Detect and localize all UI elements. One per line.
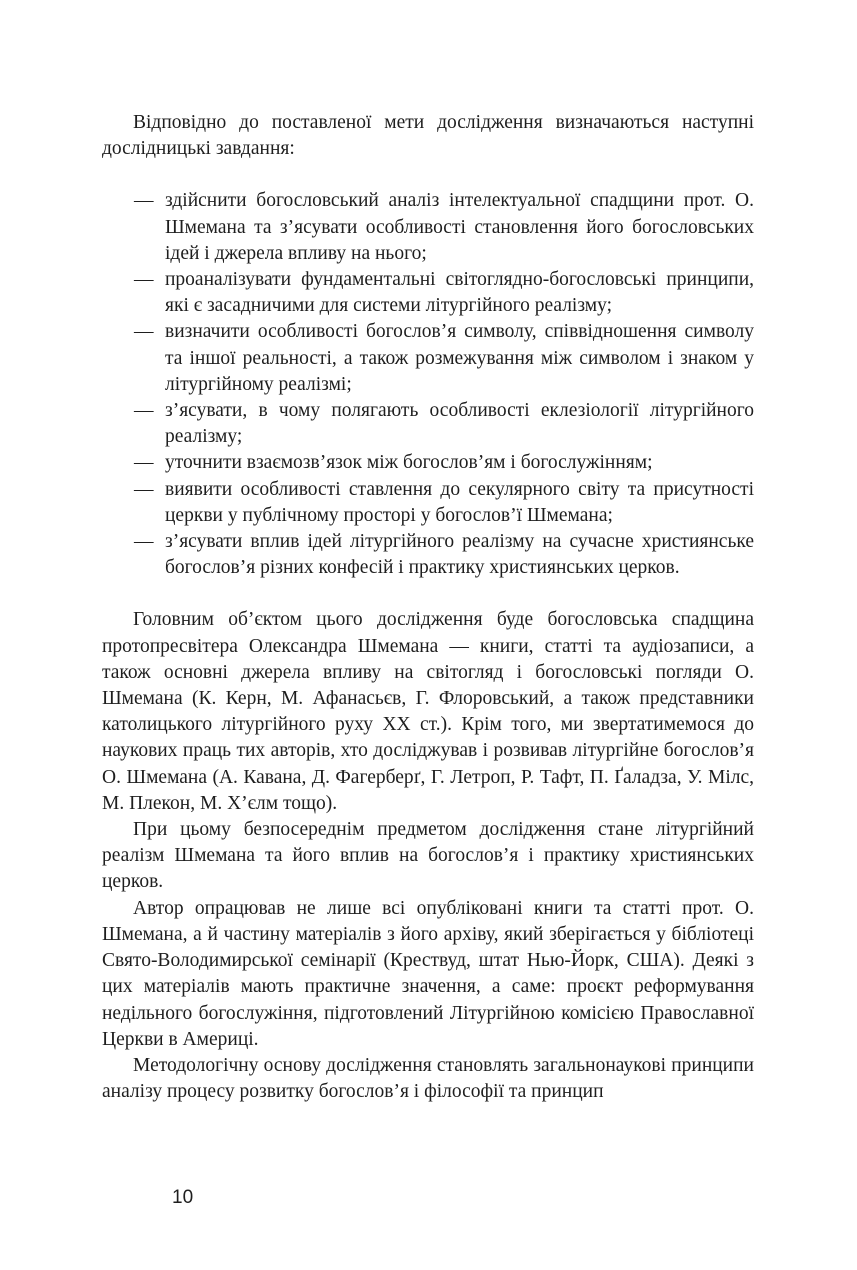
list-item-text: уточнити взаємозв’язок між богослов’ям і богослужінням; [165, 452, 653, 474]
list-item [102, 450, 754, 476]
object-paragraph: Головним об’єктом цього дослідження буде богословська спадщина протопресвітера Олександра Шмемана — книги, статті та аудіозаписи, а також основні джерела впливу на світогляд і богословські погляди О. Шмемана (К. Керн, М. Афанасьєв, Г. Флоровський, а також представники католицького літургійного руху XX ст.). Крім того, ми звертатимемося до наукових праць тих авторів, хто досліджував і розвивав літургійне богослов’я О. Шмемана (А. Кавана, Д. Фагерберґ, Г. Летроп, Р. Тафт, П. Ґаладза, У. Мілс, М. Плекон, М. Х’єлм тощо). [102, 609, 754, 814]
list-item [102, 188, 754, 267]
list-item [102, 529, 754, 581]
dash-bullet: — [134, 321, 154, 343]
dash-bullet: — [134, 452, 154, 474]
sources-paragraph: Автор опрацював не лише всі опубліковані книги та статті прот. О. Шмемана, а й частину матеріалів з його архіву, який зберігається у бібліотеці Свято-Володимирської семінарії (Крествуд, штат Нью-Йорк, США). Деякі з цих матеріалів мають практичне значення, а саме: проєкт реформування недільного богослужіння, підготовлений Літургійною комісією Православної Церкви в Америці. [102, 897, 754, 1050]
list-item [102, 267, 754, 319]
dash-bullet: — [134, 269, 154, 291]
methodology-paragraph: Методологічну основу дослідження становлять загальнонаукові принципи аналізу процесу розвитку богослов’я і філософії та принцип [102, 1054, 754, 1103]
list-item [102, 398, 754, 450]
list-item [102, 477, 754, 529]
dash-bullet: — [134, 400, 154, 422]
dash-bullet: — [134, 478, 154, 500]
list-item-text: здійснити богословський аналіз інтелектуальної спадщини прот. О. Шмемана та з’ясувати особливості становлення його богословських ідей і джерела впливу на нього; [165, 190, 754, 264]
list-item-text: виявити особливості ставлення до секулярного світу та присутності церкви у публічному просторі у богослов’ї Шмемана; [165, 478, 754, 526]
list-item-text: визначити особливості богослов’я символу, співвідношення символу та іншої реальності, а також розмежування між символом і знаком у літургійному реалізмі; [165, 321, 754, 395]
tasks-list [102, 188, 754, 581]
dash-bullet: — [134, 190, 154, 212]
list-item-text: проаналізувати фундаментальні світоглядно-богословські принципи, які є засадничими для системи літургійного реалізму; [165, 269, 754, 317]
page-body [102, 110, 754, 1105]
intro-paragraph: Відповідно до поставленої мети дослідження визначаються наступні дослідницькі завдання: [102, 112, 754, 160]
list-item-text: з’ясувати, в чому полягають особливості еклезіології літургійного реалізму; [165, 400, 754, 448]
list-item [102, 319, 754, 398]
page-number: 10 [172, 1187, 194, 1208]
subject-paragraph: При цьому безпосереднім предметом дослідження стане літургійний реалізм Шмемана та його вплив на богослов’я і практику християнських церков. [102, 819, 754, 893]
dash-bullet: — [134, 531, 154, 553]
list-item-text: з’ясувати вплив ідей літургійного реалізму на сучасне християнське богослов’я різних конфесій і практику християнських церков. [165, 531, 754, 579]
